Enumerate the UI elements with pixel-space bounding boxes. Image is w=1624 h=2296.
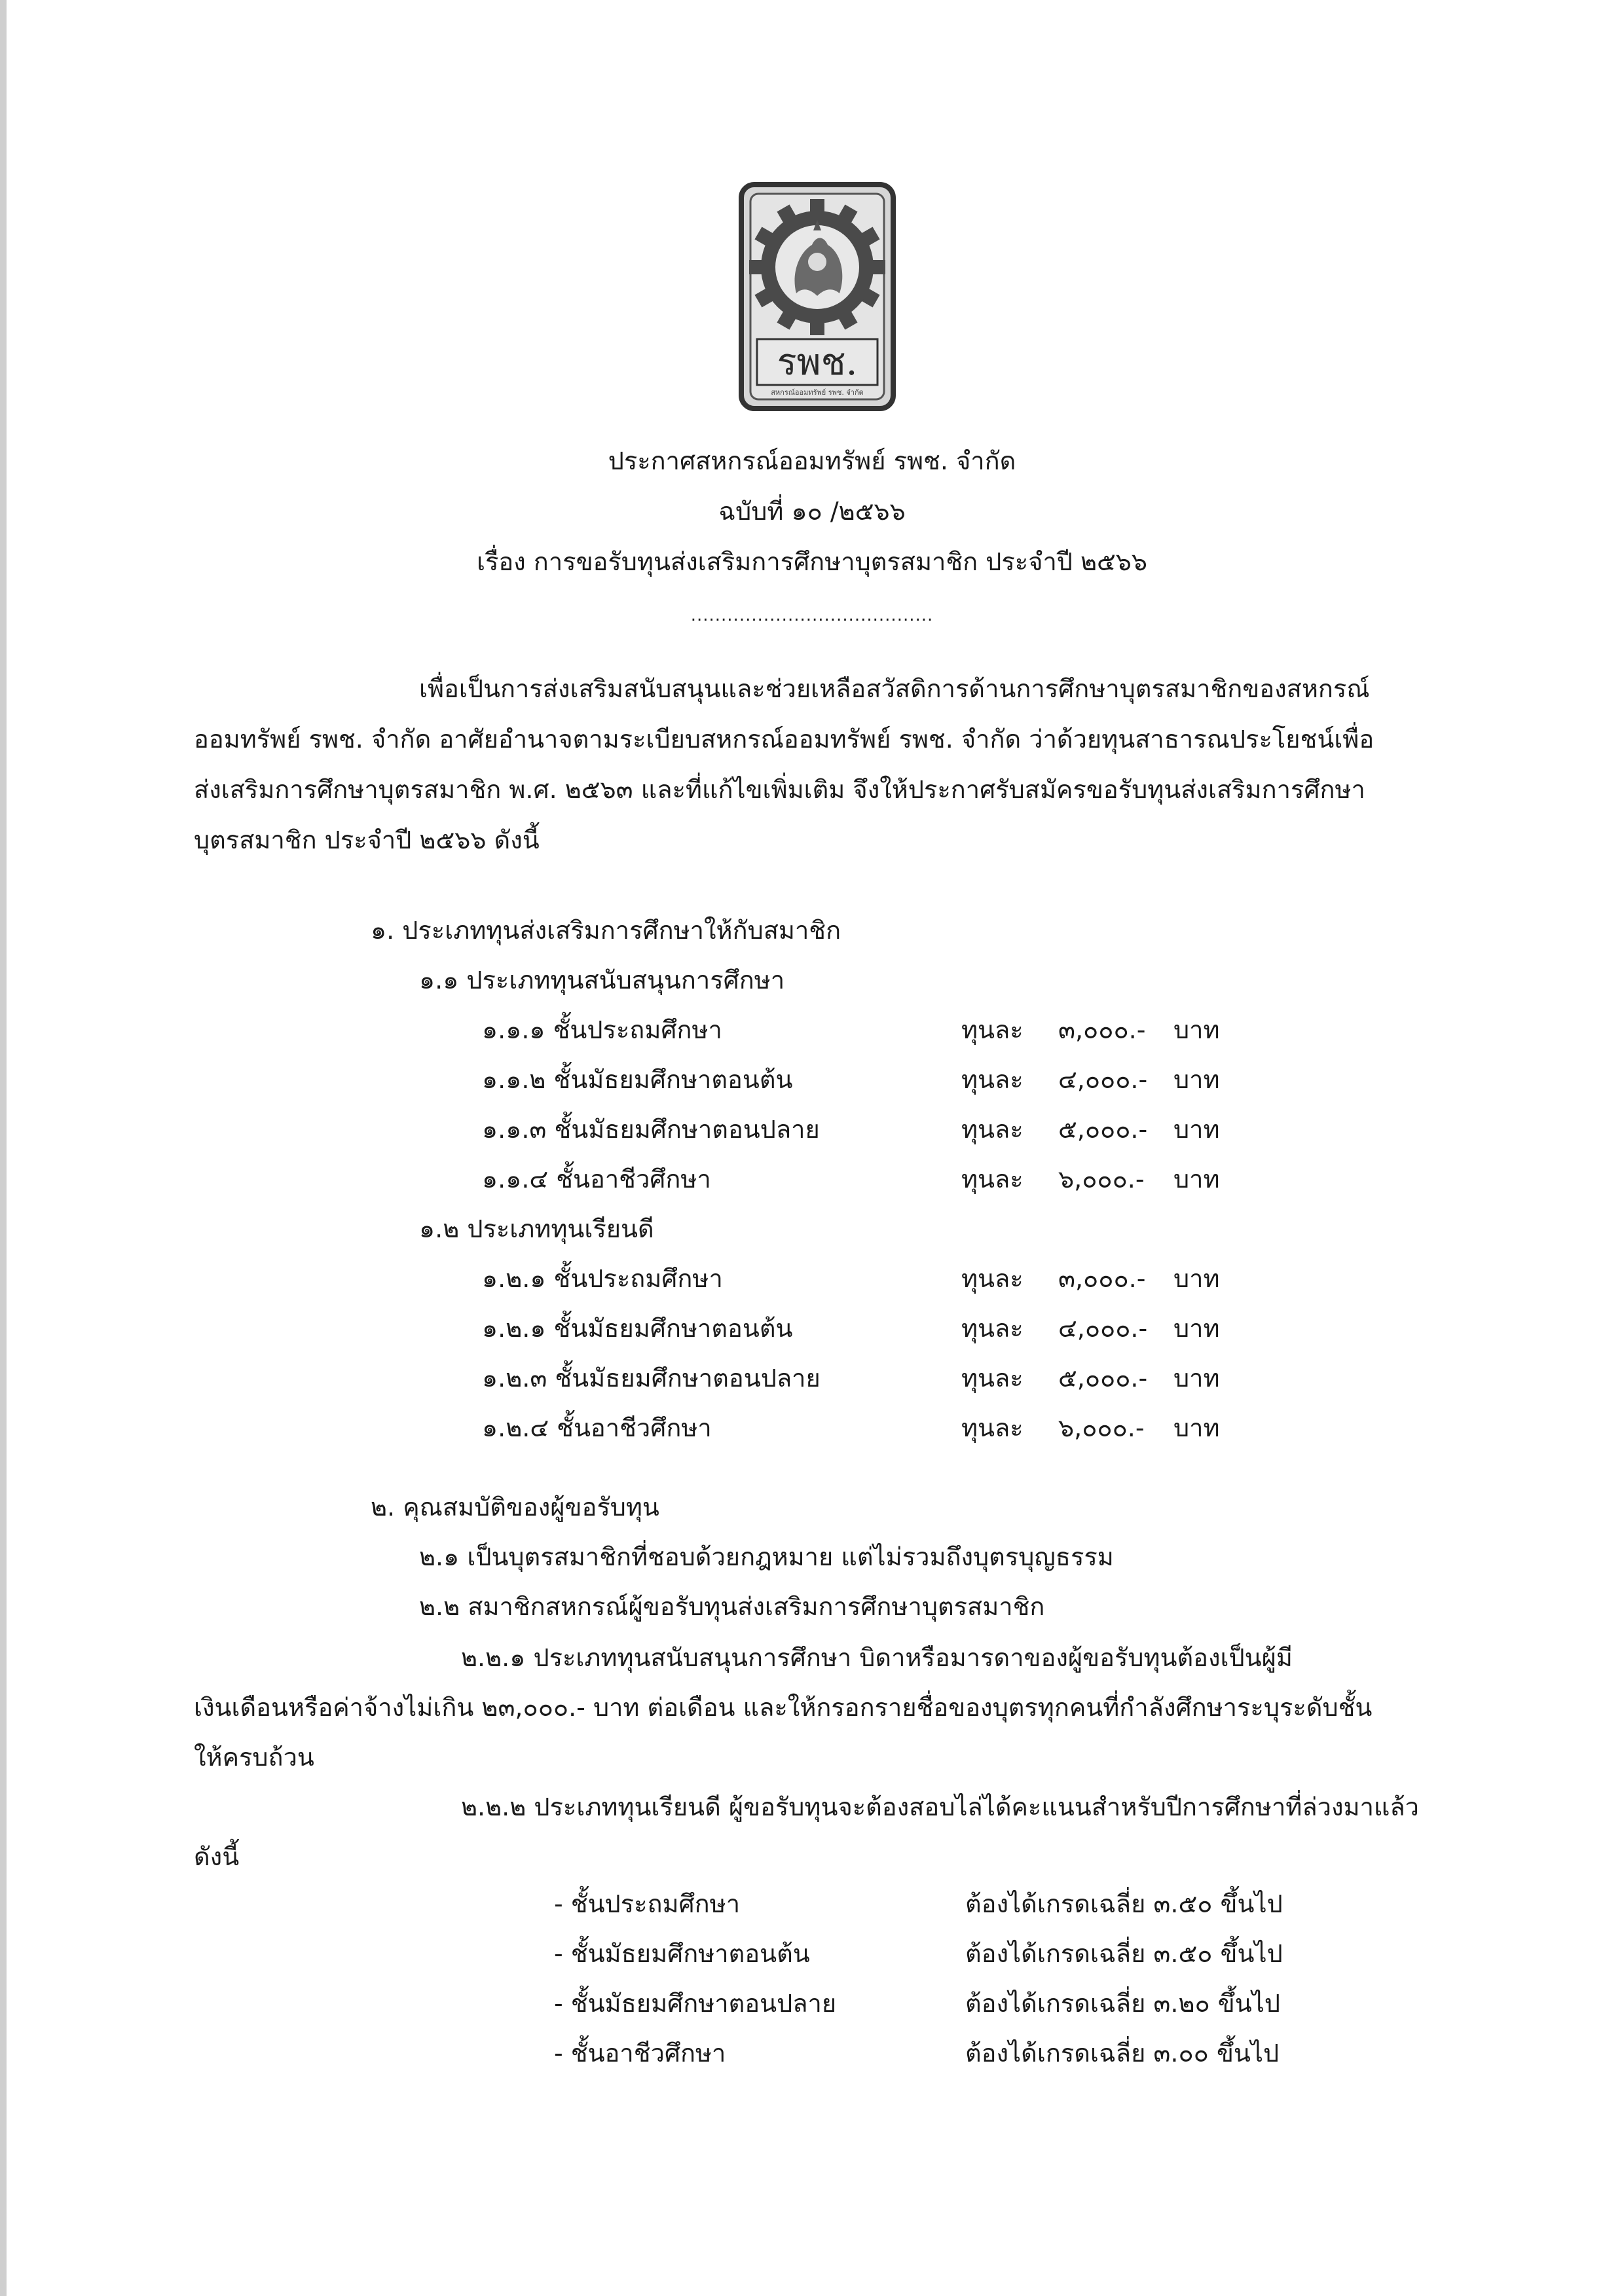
grade-requirement: ต้องได้เกรดเฉลี่ย ๓.๒๐ ขึ้นไป: [965, 1989, 1280, 2018]
grade-requirement: ต้องได้เกรดเฉลี่ย ๓.๕๐ ขึ้นไป: [965, 1939, 1283, 1968]
scan-edge: [0, 0, 7, 2296]
grade-level: - ชั้นมัธยมศึกษาตอนต้น: [554, 1939, 810, 1968]
scholarship-level: ๑.๑.๓ ชั้นมัธยมศึกษาตอนปลาย: [482, 1115, 820, 1144]
announcement-number: ฉบับที่ ๑๐ /๒๕๖๖: [718, 497, 906, 526]
scholarship-level: ๑.๑.๒ ชั้นมัธยมศึกษาตอนต้น: [482, 1065, 793, 1094]
intro-line: เพื่อเป็นการส่งเสริมสนับสนุนและช่วยเหลือสวัสดิการด้านการศึกษาบุตรสมาชิกของสหกรณ์: [419, 674, 1370, 703]
scholarship-level: ๑.๑.๔ ชั้นอาชีวศึกษา: [482, 1165, 711, 1194]
scholarship-unit: บาท: [1173, 1314, 1220, 1343]
scholarship-level: ๑.๒.๑ ชั้นประถมศึกษา: [482, 1264, 723, 1293]
grade-requirement: ต้องได้เกรดเฉลี่ย ๓.๐๐ ขึ้นไป: [965, 2039, 1280, 2068]
header-divider: ........................................: [690, 606, 934, 625]
scholarship-per: ทุนละ: [961, 1314, 1024, 1343]
announcement-subject: เรื่อง การขอรับทุนส่งเสริมการศึกษาบุตรสมาชิก ประจำปี ๒๕๖๖: [476, 547, 1148, 576]
qualification-item: ๒.๑ เป็นบุตรสมาชิกที่ชอบด้วยกฎหมาย แต่ไม่รวมถึงบุตรบุญธรรม: [419, 1542, 1114, 1571]
scholarship-unit: บาท: [1173, 1165, 1220, 1194]
scholarship-amount: ๖,๐๐๐.-: [1058, 1413, 1145, 1442]
scholarship-amount: ๓,๐๐๐.-: [1058, 1015, 1146, 1044]
scholarship-unit: บาท: [1173, 1065, 1220, 1094]
cooperative-logo: [739, 182, 896, 411]
scholarship-amount: ๓,๐๐๐.-: [1058, 1264, 1146, 1293]
scholarship-amount: ๕,๐๐๐.-: [1058, 1115, 1148, 1144]
announcement-title: ประกาศสหกรณ์ออมทรัพย์ รพช. จำกัด: [608, 446, 1016, 475]
scholarship-per: ทุนละ: [961, 1065, 1024, 1094]
svg-text:สหกรณ์ออมทรัพย์ รพช. จำกัด: สหกรณ์ออมทรัพย์ รพช. จำกัด: [771, 388, 864, 397]
grade-level: - ชั้นอาชีวศึกษา: [554, 2039, 726, 2068]
group-heading: ๑.๑ ประเภททุนสนับสนุนการศึกษา: [419, 966, 785, 994]
qualification-paragraph: ดังนี้: [194, 1842, 240, 1871]
scholarship-unit: บาท: [1173, 1264, 1220, 1293]
grade-level: - ชั้นมัธยมศึกษาตอนปลาย: [554, 1989, 837, 2018]
grade-level: - ชั้นประถมศึกษา: [554, 1889, 741, 1918]
scholarship-unit: บาท: [1173, 1364, 1220, 1393]
scholarship-per: ทุนละ: [961, 1015, 1024, 1044]
qualification-paragraph: ๒.๒.๑ ประเภททุนสนับสนุนการศึกษา บิดาหรือมารดาของผู้ขอรับทุนต้องเป็นผู้มี: [461, 1643, 1293, 1672]
scholarship-per: ทุนละ: [961, 1264, 1024, 1293]
scholarship-per: ทุนละ: [961, 1165, 1024, 1194]
intro-line: บุตรสมาชิก ประจำปี ๒๕๖๖ ดังนี้: [194, 826, 540, 854]
scholarship-unit: บาท: [1173, 1413, 1220, 1442]
scholarship-per: ทุนละ: [961, 1413, 1024, 1442]
qualification-item: ๒.๒ สมาชิกสหกรณ์ผู้ขอรับทุนส่งเสริมการศึกษาบุตรสมาชิก: [419, 1592, 1045, 1621]
qualification-paragraph: เงินเดือนหรือค่าจ้างไม่เกิน ๒๓,๐๐๐.- บาท ต่อเดือน และให้กรอกรายชื่อของบุตรทุกคนที่กำลังศึกษาระบุระดับชั้น: [194, 1693, 1373, 1722]
scholarship-per: ทุนละ: [961, 1115, 1024, 1144]
group-heading: ๑.๒ ประเภททุนเรียนดี: [419, 1214, 654, 1243]
scholarship-amount: ๔,๐๐๐.-: [1058, 1065, 1148, 1094]
scholarship-level: ๑.๒.๓ ชั้นมัธยมศึกษาตอนปลาย: [482, 1364, 821, 1393]
intro-line: ออมทรัพย์ รพช. จำกัด อาศัยอำนาจตามระเบียบสหกรณ์ออมทรัพย์ รพช. จำกัด ว่าด้วยทุนสาธารณประโยชน์เพื่อ: [194, 725, 1375, 754]
grade-requirement: ต้องได้เกรดเฉลี่ย ๓.๕๐ ขึ้นไป: [965, 1889, 1283, 1918]
qualification-paragraph: ให้ครบถ้วน: [194, 1743, 314, 1772]
scholarship-per: ทุนละ: [961, 1364, 1024, 1393]
section2-heading: ๒. คุณสมบัติของผู้ขอรับทุน: [371, 1493, 659, 1522]
scholarship-unit: บาท: [1173, 1115, 1220, 1144]
scholarship-amount: ๖,๐๐๐.-: [1058, 1165, 1145, 1194]
scholarship-amount: ๔,๐๐๐.-: [1058, 1314, 1148, 1343]
scholarship-amount: ๕,๐๐๐.-: [1058, 1364, 1148, 1393]
scholarship-level: ๑.๒.๔ ชั้นอาชีวศึกษา: [482, 1413, 712, 1442]
scholarship-unit: บาท: [1173, 1015, 1220, 1044]
qualification-paragraph: ๒.๒.๒ ประเภททุนเรียนดี ผู้ขอรับทุนจะต้องสอบไล่ได้คะแนนสำหรับปีการศึกษาที่ล่วงมาแล้ว: [461, 1793, 1420, 1821]
section1-heading: ๑. ประเภททุนส่งเสริมการศึกษาให้กับสมาชิก: [371, 916, 841, 945]
scholarship-level: ๑.๑.๑ ชั้นประถมศึกษา: [482, 1015, 722, 1044]
scholarship-level: ๑.๒.๑ ชั้นมัธยมศึกษาตอนต้น: [482, 1314, 793, 1343]
intro-line: ส่งเสริมการศึกษาบุตรสมาชิก พ.ศ. ๒๕๖๓ และที่แก้ไขเพิ่มเติม จึงให้ประกาศรับสมัครขอรับทุนส่งเสริมการศึกษา: [194, 775, 1365, 804]
svg-text:รพช.: รพช.: [777, 341, 858, 384]
